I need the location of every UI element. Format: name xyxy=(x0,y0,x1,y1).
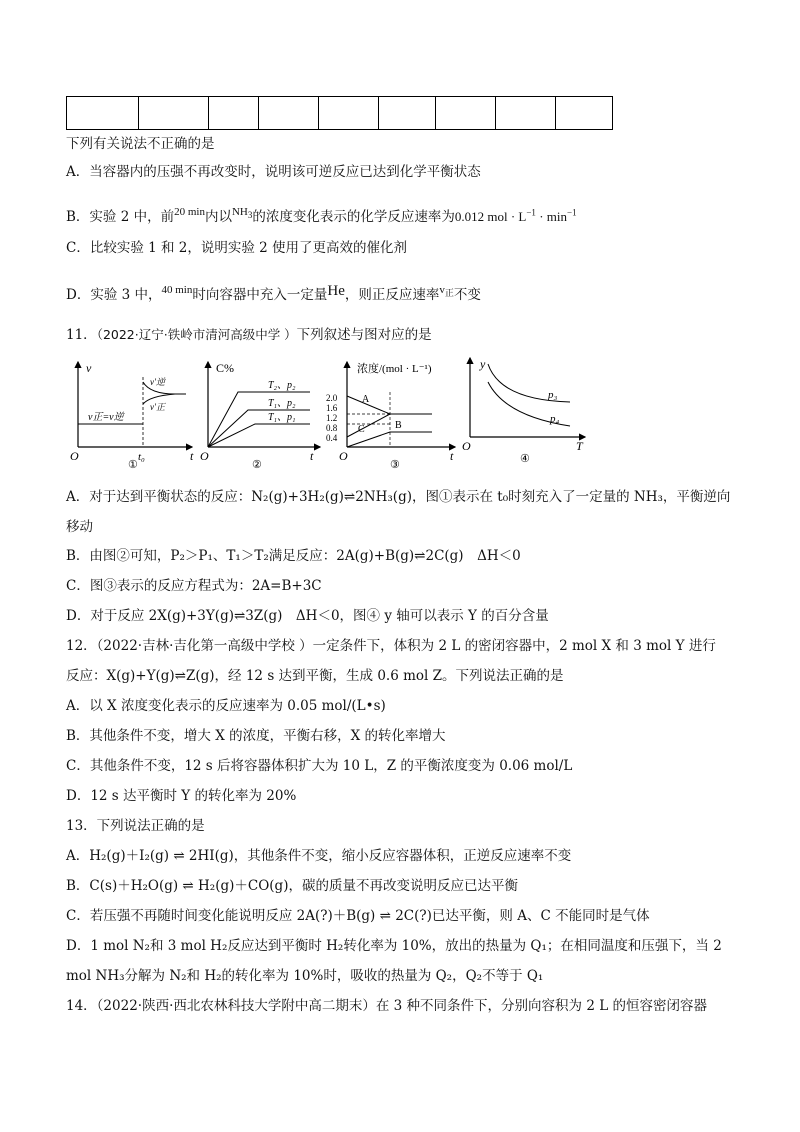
graph-2-origin: O xyxy=(200,449,209,463)
q14-stem-line1: 14．（2022·陕西·西北农林科技大学附中高二期末）在 3 种不同条件下，分别向容积为 2 L 的恒容密闭容器 xyxy=(66,998,707,1014)
graph-3-tick: 0.4 xyxy=(326,433,338,443)
table-cell xyxy=(259,97,319,130)
q11-option-a-line2: 移动 xyxy=(66,519,93,535)
q12-option-a: A．以 X 浓度变化表示的反应速率为 0.05 mol/(L•s) xyxy=(66,698,386,714)
q13-option-d-line2: mol NH₃分解为 N₂和 H₂的转化率为 10%时，吸收的热量为 Q₂，Q₂不等于 Q₁ xyxy=(66,968,544,984)
q10-option-c: C．比较实验 1 和 2，说明实验 2 使用了更高效的催化剂 xyxy=(66,240,408,256)
q10-d-time: 40 min xyxy=(161,284,193,296)
graph-3 xyxy=(326,361,455,471)
graph-4-p4: p₄ xyxy=(550,413,560,425)
table-cell xyxy=(556,97,613,130)
q10-d-v xyxy=(439,284,454,299)
q10-b-text: B．实验 2 中，前 xyxy=(66,209,175,225)
graph-3-tick: 1.2 xyxy=(326,413,338,423)
graph-1 xyxy=(70,361,194,471)
rate-sup: −1 xyxy=(526,207,536,218)
graph-1-vni-label: v′逆 xyxy=(150,377,165,387)
q10-b-time: 20 min xyxy=(174,206,205,218)
species-text: NH xyxy=(231,206,248,218)
graph-4-origin: O xyxy=(462,439,471,453)
graph-3-curve-c: C xyxy=(358,424,365,435)
q10-d-text: 不变 xyxy=(453,287,481,303)
q13-option-a: A．H₂(g)＋I₂(g) ⇌ 2HI(g)，其他条件不变，缩小反应容器体积，正逆反应速率不变 xyxy=(66,848,572,864)
graph-3-number: ③ xyxy=(390,459,400,471)
graph-4-number: ④ xyxy=(520,453,530,465)
q10-b-text: 内以 xyxy=(204,209,232,225)
q12-stem-line2: 反应：X(g)+Y(g)⇌Z(g)，经 12 s 达到平衡，生成 0.6 mol Z。下列说法正确的是 xyxy=(66,668,564,684)
q11-option-d: D．对于反应 2X(g)+3Y(g)⇌3Z(g) ΔH＜0，图④ y 轴可以表示 Y 的百分含量 xyxy=(66,608,549,624)
graph-3-tick: 2.0 xyxy=(326,393,338,403)
rate-text: · min xyxy=(535,209,567,224)
graph-3-curve-a: A xyxy=(362,394,370,405)
graph-3-tick: 0.8 xyxy=(326,423,338,433)
q11-option-b: B．由图②可知，P₂＞P₁、T₁＞T₂满足反应：2A(g)+B(g)⇌2C(g) ΔH＜0 xyxy=(66,548,521,564)
q10-d-he: He xyxy=(327,283,345,299)
question-stem: 下列叙述与图对应的是 xyxy=(296,327,432,343)
q10-d-text: 时向容器中充入一定量 xyxy=(192,287,328,303)
graph-4-x-label: T xyxy=(576,439,583,453)
q12-option-c: C．其他条件不变，12 s 后将容器体积扩大为 10 L，Z 的平衡浓度变为 0.06 mol/L xyxy=(66,758,573,774)
q10-option-b xyxy=(66,202,577,227)
q12-option-d: D．12 s 达平衡时 Y 的转化率为 20% xyxy=(66,788,297,804)
graph-2-number: ② xyxy=(252,459,262,471)
graph-1-equal-label: v正=v逆 xyxy=(88,412,124,423)
question-number: 11． xyxy=(66,327,97,343)
graph-3-origin: O xyxy=(339,449,348,463)
v-sub: 正 xyxy=(444,288,454,299)
q13-option-d-line1: D．1 mol N₂和 3 mol H₂反应达到平衡时 H₂转化率为 10%，放出的热量为 Q₁；在相同温度和压强下，当 2 xyxy=(66,938,722,954)
q10-option-a: A．当容器内的压强不再改变时，说明该可逆反应已达到化学平衡状态 xyxy=(66,164,481,180)
species-sub: 3 xyxy=(247,210,253,221)
graph-4-y-label: y xyxy=(480,357,486,371)
table-cell xyxy=(139,97,209,130)
q13-option-c: C．若压强不再随时间变化能说明反应 2A(?)＋B(g) ⇌ 2C(?)已达平衡，则 A、C 不能同时是气体 xyxy=(66,908,650,924)
graph-1-vzheng-label: v′正 xyxy=(150,402,165,412)
q12-stem-line1: 12．（2022·吉林·吉化第一高级中学校 ）一定条件下，体积为 2 L 的密闭容器中，2 mol X 和 3 mol Y 进行 xyxy=(66,638,716,654)
v-text: v xyxy=(439,284,445,296)
table-cell xyxy=(209,97,259,130)
graph-1-t0: t₀ xyxy=(138,451,145,463)
rate-text: 0.012 mol · L xyxy=(454,209,527,224)
graph-3-x-label: t xyxy=(450,449,454,463)
table-cell xyxy=(379,97,436,130)
table-cell xyxy=(319,97,379,130)
question-source: （2022·辽宁·铁岭市清河高级中学 ） xyxy=(96,327,297,342)
q10-b-text: 的浓度变化表示的化学反应速率为 xyxy=(252,209,455,225)
q10-d-text: D．实验 3 中， xyxy=(66,287,162,303)
graph-4-p3: p₃ xyxy=(548,389,558,401)
graph-1-number: ① xyxy=(128,459,138,471)
graph-1-origin: O xyxy=(70,449,79,463)
graph-4 xyxy=(462,357,585,465)
q11-option-a-line1: A．对于达到平衡状态的反应：N₂(g)+3H₂(g)⇌2NH₃(g)，图①表示在 t₀时刻充入了一定量的 NH₃，平衡逆向 xyxy=(66,489,731,505)
table-cell xyxy=(496,97,556,130)
graph-2-y-label: C% xyxy=(216,361,234,375)
graph-3-title: 浓度/(mol · L⁻¹) xyxy=(357,363,432,375)
data-table-blank xyxy=(66,96,613,130)
q10-b-species xyxy=(231,206,253,221)
graph-3-curve-b: B xyxy=(395,420,402,431)
table-cell xyxy=(436,97,496,130)
q10-stem-end: 下列有关说法不正确的是 xyxy=(66,136,215,152)
q10-d-text: ，则正反应速率 xyxy=(344,287,440,303)
graph-2-curve-2: T₁、p₂ xyxy=(268,398,296,409)
rate-sup: −1 xyxy=(567,207,577,218)
q11-graphs xyxy=(0,352,800,472)
graph-3-tick: 1.6 xyxy=(326,403,338,413)
graph-2-curve-1: T₂、p₂ xyxy=(268,380,296,391)
table-cell xyxy=(67,97,139,130)
q11-stem xyxy=(66,325,432,345)
q13-option-b: B．C(s)＋H₂O(g) ⇌ H₂(g)＋CO(g)，碳的质量不再改变说明反应已达平衡 xyxy=(66,878,518,894)
q11-option-c: C．图③表示的反应方程式为：2A=B+3C xyxy=(66,578,322,594)
graph-2-curve-3: T₁、p₁ xyxy=(268,412,296,423)
graph-1-y-label: v xyxy=(86,361,92,375)
graph-2 xyxy=(200,361,320,471)
q13-stem: 13．下列说法正确的是 xyxy=(66,818,205,834)
q10-b-rate xyxy=(455,209,577,224)
q10-option-d xyxy=(66,280,481,305)
q12-option-b: B．其他条件不变，增大 X 的浓度，平衡右移，X 的转化率增大 xyxy=(66,728,446,744)
graph-2-x-label: t xyxy=(310,449,314,463)
table-row xyxy=(67,97,613,130)
graph-1-x-label: t xyxy=(190,449,194,463)
